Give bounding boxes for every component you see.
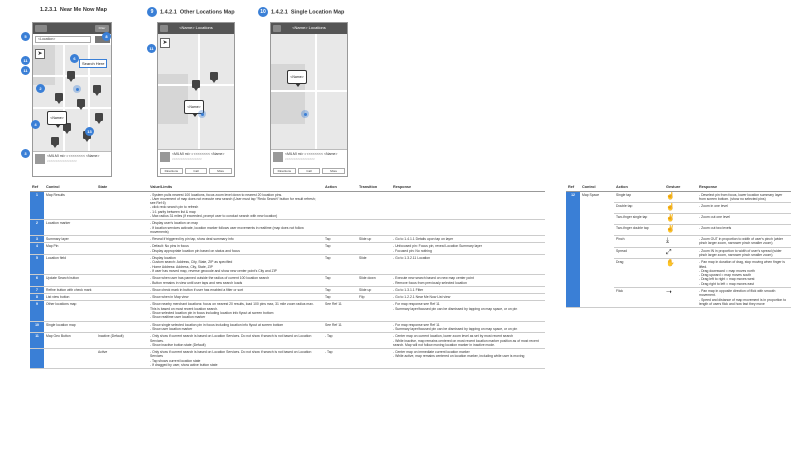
map-pin[interactable] [55, 93, 63, 101]
callout-badge: 4 [31, 120, 40, 129]
table-cell-control: Map Geo Button [44, 333, 96, 349]
table-cell-ref: 8 [30, 294, 44, 301]
summary-line2: <<<<<<<<<<<<<<<<< [172, 157, 202, 161]
table-cell-action: Two-finger single tap [614, 214, 664, 225]
more-button[interactable]: More [322, 168, 345, 174]
location-thumbnail [35, 154, 45, 164]
table-cell-response: - Center map on immediate current location marker - While active, map remains centered on location marker, including while user is moving [391, 349, 545, 369]
table-cell-state [96, 236, 148, 243]
spec-table [30, 183, 545, 369]
table-cell-ref: 9 [30, 301, 44, 321]
summary-line1: <MILMI mi> • <<<<<<<< <Name> [172, 152, 225, 156]
table-cell-gesture [664, 214, 697, 225]
table-cell-ref: 7 [30, 286, 44, 293]
column-header: Response [391, 183, 545, 191]
table-cell-response: - For map response see Ref 11 - Summary layer/focused pin can be dismissed by tapping on map space, or on pin [391, 321, 545, 333]
table-cell-response: - Unfocused pin: Focus pin, reveal Location Summary layer - Focused pin: No nothing [391, 243, 545, 255]
table-cell-ref: 2 [30, 220, 44, 236]
location-thumbnail [160, 152, 170, 162]
table-cell-state [96, 220, 148, 236]
table-cell-transition: Slide [357, 255, 391, 275]
column-header: Action [323, 183, 357, 191]
table-cell-state: Active [96, 349, 148, 369]
table-cell-gesture [664, 288, 697, 308]
map-pin[interactable] [77, 99, 85, 107]
table-cell-gesture [664, 247, 697, 259]
table-cell-response: - Zoom out one level [697, 214, 791, 225]
table-row [30, 275, 545, 287]
column-header: Gesture [664, 183, 697, 191]
table-cell-gesture [664, 225, 697, 236]
more-button[interactable]: More [209, 168, 232, 174]
filter-button[interactable]: Filter [95, 25, 109, 32]
table-cell-state [96, 255, 148, 275]
table-cell-state [96, 294, 148, 301]
screen-header-single-location: 10 1.4.2.1 Single Location Map [258, 7, 344, 17]
table-cell-ref: 6 [30, 275, 44, 287]
table-cell-action: - Tap [323, 333, 357, 349]
table-cell-action: See Ref 11 [323, 321, 357, 333]
drag-icon: ✋ [666, 260, 675, 268]
map-area[interactable] [271, 34, 347, 151]
table-cell-control: Location field [44, 255, 96, 275]
table-cell-control: Map Results [44, 191, 96, 220]
table-cell-response: - Deselect pin from focus, lower location summary layer from screen bottom. (show no selected pins) [697, 191, 791, 203]
table-cell-response: - Center map on current location, lower zoom level as set by most recent search - While inactive, map remains centered on most recent location marker position as of most recent search. Map will not follow moving location marker in inactive mode. [391, 333, 545, 349]
top-bar [271, 23, 347, 34]
table-cell-state: Inactive (Default) [96, 333, 148, 349]
top-bar [33, 23, 111, 34]
callout-badge: 3 [21, 149, 30, 158]
table-cell-value: - Show check mark in button if user has enabled a filter or sort [148, 286, 323, 293]
table-cell-control: Map Pin [44, 243, 96, 255]
table-cell-transition [357, 191, 391, 220]
table-cell-value: - Show nearby merchant locations: focus on nearest 20 results, load 100 pins max, 31 mile zoom radius max. This is based on most recent location search. - Show selected location pin in focus including location info flyout at screen bottom - Show realtime user location marker [148, 301, 323, 321]
phone-single-location-map [270, 22, 348, 177]
table-cell-response: - Execute new search based on new map center point - Remove focus from previously selected location [391, 275, 545, 287]
location-field[interactable]: <Location> [35, 36, 91, 43]
table-row [30, 294, 545, 301]
double-tap-icon: ☝ [666, 204, 675, 212]
callout-badge: 11 [147, 44, 156, 53]
pin-flyout[interactable]: <Name> [47, 111, 67, 125]
screen-title: <Name> Locations [292, 25, 326, 30]
table-cell-action: Pinch [614, 236, 664, 248]
table-cell-transition: Slide down [357, 275, 391, 287]
location-thumbnail [273, 152, 283, 162]
table-cell-response: - Zoom out two levels [697, 225, 791, 236]
map-pin[interactable] [93, 85, 101, 93]
table-row [30, 191, 545, 220]
callout-badge: 11 [21, 56, 30, 65]
table-cell-action: See Ref 11 [323, 301, 357, 321]
map-pin[interactable] [192, 80, 200, 88]
table-cell-action: Tap [323, 255, 357, 275]
screen-title: <Name> Locations [179, 25, 213, 30]
table-header-row [30, 183, 545, 191]
summary-layer[interactable] [271, 149, 347, 176]
screen-header-other-locations: 9 1.4.2.1 Other Locations Map [147, 7, 235, 17]
directions-button[interactable]: Directions [160, 168, 183, 174]
table-cell-control: Single location map [44, 321, 96, 333]
table-cell-action: - Tap [323, 349, 357, 369]
screen-header-near-me: 1.2.3.1 Near Me Now Map [40, 7, 107, 13]
table-cell-action: Flick [614, 288, 664, 308]
location-marker [198, 110, 206, 118]
callout-badge: 5 [21, 32, 30, 41]
table-cell-control: Refine button with check mark [44, 286, 96, 293]
table-cell-state [96, 286, 148, 293]
table-cell-action: Two-finger double tap [614, 225, 664, 236]
spread-icon: ⤢ [666, 248, 672, 256]
table-row [30, 301, 545, 321]
single-tap-icon: ☝ [666, 192, 675, 200]
location-marker [73, 85, 81, 93]
table-row [566, 191, 791, 203]
column-header: Value/Limits [148, 183, 323, 191]
summary-line1: <MILMI mi> • <<<<<<<< <Name> [285, 152, 338, 156]
table-cell-response: - Pan map in duration of drag, stop moving when finger is lifted. - Drag downward = map moves north - Drag upward = map moves south - Drag left to right = map moves west - Drag right to left = map moves east [697, 259, 791, 288]
table-cell-response: - Zoom OUT in proportion to width of user's pinch (wider pinch larger zoom, narrower pinch smaller zoom) [697, 236, 791, 248]
callout-badge: 13 [85, 127, 94, 136]
table-cell-ref: 4 [30, 243, 44, 255]
table-cell-ref: 3 [30, 236, 44, 243]
table-cell-response: - For map response see Ref 11 - Summary layer/focused pin can be dismissed by tapping on map space, or on pin [391, 301, 545, 321]
table-cell-action [323, 220, 357, 236]
summary-layer[interactable] [33, 151, 111, 176]
table-cell-control: Location marker [44, 220, 96, 236]
table-cell-response: - Go to 1.3.1.1 Filter [391, 286, 545, 293]
callout-badge: 6 [70, 54, 79, 63]
table-row [30, 220, 545, 236]
table-cell-gesture [664, 191, 697, 203]
column-header: Response [697, 183, 791, 191]
table-cell-control [44, 349, 96, 369]
map-geo-button[interactable]: ➤ [160, 38, 170, 48]
table-cell-action: Tap [323, 294, 357, 301]
table-cell-value: - Show single selected location pin in focus including location info flyout at screen bottom - Show user location marker [148, 321, 323, 333]
table-cell-value: - Display location - Custom search: Address, City, State, ZIP as specified - Home Address: Address, City, State, ZIP - If user has moved map, reverse geocode and show new center point's City and ZIP [148, 255, 323, 275]
table-cell-value: - Show when user has panned outside the radius of current 100 location search - Button remains in view until user taps and new search loads [148, 275, 323, 287]
location-marker [301, 110, 309, 118]
map-area[interactable] [158, 34, 234, 151]
column-header: Transition [357, 183, 391, 191]
table-cell-value: - Only show if current search is based on Location Services. Do not show if search is not based on Location Services - Tap shows current location state - If dragged by user, show active button state [148, 349, 323, 369]
table-cell-ref [30, 349, 44, 369]
map-pin[interactable] [210, 72, 218, 80]
column-header: Action [614, 183, 664, 191]
table-cell-response: - Pan map in opposite direction of flick with smooth movement. - Speed and distance of map movement is in proportion to length of users flick and how fast they move [697, 288, 791, 308]
call-button[interactable]: Call [298, 168, 321, 174]
table-cell-state [96, 301, 148, 321]
phone-near-me-map [32, 22, 112, 177]
table-cell-response: - Go to 1.3.2.11 Location [391, 255, 545, 275]
summary-actions [273, 168, 345, 174]
table-cell-transition [357, 220, 391, 236]
column-header: Ref [30, 183, 44, 191]
map-pin[interactable] [95, 113, 103, 121]
table-cell-ref: 11 [30, 333, 44, 349]
table-cell-value: - Only show if current search is based on Location Services. Do not show if search is not based on Location Services. - Show inactive button state (Default) [148, 333, 323, 349]
table-cell-value: - Default: No pins in focus - Display appropriate location pin based on status and focus [148, 243, 323, 255]
table-cell-control: List view button [44, 294, 96, 301]
table-row [30, 333, 545, 349]
table-cell-value: - Display user's location on map - If location services activate, location marker follows user movements in realtime (map does not follow movements) [148, 220, 323, 236]
table-cell-ref: 12 [566, 191, 580, 308]
table-cell-action [323, 191, 357, 220]
table-cell-gesture [664, 236, 697, 248]
table-cell-response [391, 191, 545, 220]
table-cell-action: Double tap [614, 203, 664, 214]
table-cell-value: - Show when in Map view [148, 294, 323, 301]
flick-icon: ➝ [666, 289, 672, 297]
table-row [30, 255, 545, 275]
column-header: State [96, 183, 148, 191]
table-cell-transition [357, 301, 391, 321]
table-row [30, 286, 545, 293]
two-finger-double-tap-icon: ✌ [666, 226, 675, 234]
table-cell-response: - Go to 1.2.2.1 Near Me Now List view [391, 294, 545, 301]
table-cell-action: Tap [323, 243, 357, 255]
table-cell-response [391, 220, 545, 236]
table-cell-action: Tap [323, 275, 357, 287]
table-cell-transition [357, 349, 391, 369]
table-row [30, 349, 545, 369]
summary-line1: <MILMI mi> • <<<<<<<< <Name> [47, 154, 100, 158]
table-cell-ref: 5 [30, 255, 44, 275]
table-cell-gesture [664, 259, 697, 288]
gesture-table [566, 183, 791, 308]
table-cell-response: - Zoom in one level [697, 203, 791, 214]
table-cell-control: Other locations map [44, 301, 96, 321]
table-cell-value: - Reveal if triggered by pin tap, show deal summary info [148, 236, 323, 243]
table-row [30, 321, 545, 333]
summary-actions [160, 168, 232, 174]
table-cell-transition: Slide up [357, 286, 391, 293]
table-cell-ref: 10 [30, 321, 44, 333]
column-header: Control [44, 183, 96, 191]
summary-line2: <<<<<<<<<<<<<<<<< [47, 159, 77, 163]
table-cell-value: - System pulls nearest 100 locations, focus zoom level down to nearest 20 location pins. - User movement of map does not execute new search (User must tap "Redo Search" button for result refresh; see Ref 6) - click redo search pin to refresh - 1:1 parity between list & map - Max radius 31 miles (if exceeded, prompt user to conduct search with new location) [148, 191, 323, 220]
callout-badge: 11 [21, 66, 30, 75]
pinch-icon: ⤓ [666, 237, 670, 245]
table-cell-transition: Flip [357, 294, 391, 301]
summary-layer[interactable] [158, 149, 234, 176]
table-cell-transition [357, 333, 391, 349]
table-row [30, 236, 545, 243]
phone-other-locations-map [157, 22, 235, 177]
map-geo-button[interactable]: ➤ [35, 49, 45, 59]
table-cell-state [96, 321, 148, 333]
table-cell-response: - Go to 1.4.1.1 Details upon tap on layer [391, 236, 545, 243]
table-cell-response: - Zoom IN in proportion to width of user's spread (wider pinch larger zoom, narrower pinch smaller zoom) [697, 247, 791, 259]
update-search-button[interactable]: Search Here [79, 59, 107, 68]
table-cell-action: Tap [323, 236, 357, 243]
table-cell-state [96, 243, 148, 255]
table-cell-gesture [664, 203, 697, 214]
table-cell-control: Map Space [580, 191, 614, 308]
table-header-row [566, 183, 791, 191]
call-button[interactable]: Call [185, 168, 208, 174]
table-cell-transition [357, 243, 391, 255]
directions-button[interactable]: Directions [273, 168, 296, 174]
pin-flyout[interactable]: <Name> [287, 70, 307, 84]
callout-badge: 8 [102, 32, 111, 41]
table-cell-state [96, 191, 148, 220]
top-bar [158, 23, 234, 34]
two-finger-tap-icon: ✌ [666, 215, 675, 223]
table-cell-transition: Slide up [357, 236, 391, 243]
table-cell-control: Summary layer [44, 236, 96, 243]
column-header: Control [580, 183, 614, 191]
table-cell-action: Spread [614, 247, 664, 259]
table-cell-action: Single tap [614, 191, 664, 203]
table-cell-action: Drag [614, 259, 664, 288]
table-cell-transition [357, 321, 391, 333]
table-cell-control: Update Search button [44, 275, 96, 287]
table-cell-state [96, 275, 148, 287]
map-pin[interactable] [51, 137, 59, 145]
table-cell-ref: 1 [30, 191, 44, 220]
menu-button[interactable] [35, 25, 47, 32]
column-header: Ref [566, 183, 580, 191]
map-pin[interactable] [67, 71, 75, 79]
table-row [30, 243, 545, 255]
summary-line2: <<<<<<<<<<<<<<<<< [285, 157, 315, 161]
pin-flyout[interactable]: <Name> [184, 100, 204, 114]
callout-badge: 2 [36, 84, 45, 93]
table-cell-action: Tap [323, 286, 357, 293]
